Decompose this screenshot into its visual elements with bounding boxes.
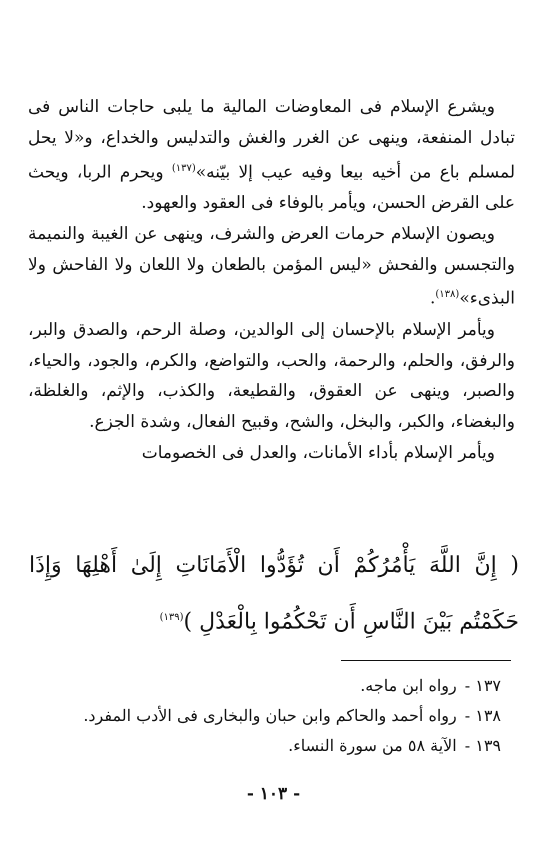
footnote-text: رواه أحمد والحاكم وابن حبان والبخارى فى الأدب المفرد. xyxy=(83,706,457,725)
footnote-number: ١٣٨ - xyxy=(464,706,501,725)
body-text xyxy=(28,92,515,469)
footnote-text: رواه ابن ماجه. xyxy=(360,676,457,695)
page-number: - ١٠٣ - xyxy=(246,784,301,804)
footnote-divider xyxy=(341,660,511,661)
verse-open-bracket: ( xyxy=(510,553,519,578)
paragraph-transactions xyxy=(28,92,515,219)
footnote-ref-138: (١٣٨) xyxy=(435,289,460,301)
verse-line xyxy=(29,540,519,648)
footnote-number: ١٣٧ - xyxy=(464,676,501,695)
paragraph-text: ويشرع الإسلام فى المعاوضات المالية ما يلبى حاجات الناس فى تبادل المنفعة، وينهى عن الغرر والغش والتدليس والخداع، و«لا يحل لمسلم باع من أخيه بيعا وفيه عيب إلا بيّنه» xyxy=(28,97,516,183)
paragraph-text: ويأمر الإسلام بأداء الأمانات، والعدل فى الخصومات xyxy=(141,443,495,464)
footnote-ref-137: (١٣٧) xyxy=(171,162,196,174)
footnotes xyxy=(31,671,501,761)
paragraph-tail: ويحرم الربا، ويحث على القرض الحسن، ويأمر بالوفاء فى العقود والعهود. xyxy=(28,162,515,214)
footnote-text: الآية ٥٨ من سورة النساء. xyxy=(288,736,457,755)
footnote-number: ١٣٩ - xyxy=(464,736,501,755)
footnote-138 xyxy=(31,701,501,731)
footnote-139 xyxy=(31,731,501,761)
paragraph-virtues xyxy=(28,315,515,438)
footnote-ref-139: (١٣٩) xyxy=(159,612,184,623)
verse-close-bracket: ) xyxy=(183,609,193,635)
verse-text: إِنَّ اللَّهَ يَأْمُرُكُمْ أَن تُؤَدُّوا الْأَمَانَاتِ إِلَىٰ أَهْلِهَا وَإِذَا حَكَمْتُم بَيْنَ النَّاسِ أَن تَحْكُمُوا بِالْعَدْلِ xyxy=(29,553,519,635)
quran-verse xyxy=(29,540,519,648)
paragraph-honor xyxy=(28,219,515,315)
paragraph-text: ويصون الإسلام حرمات العرض والشرف، وينهى عن الغيبة والنميمة والتجسس والفحش «ليس المؤمن بالطعان ولا اللعان ولا الفاحش ولا البذىء» xyxy=(28,223,515,310)
footnote-137 xyxy=(31,671,501,701)
paragraph-text: ويأمر الإسلام بالإحسان إلى الوالدين، وصلة الرحم، والصدق والبر، والرفق، والحلم، والرحمة، والحب، والتواضع، والكرم، والجود، والحياء، والصبر، وينهى عن العقوق، والقطيعة، والكذب، والإثم، والغلظة، والبغضاء، والكبر، والبخل، والشح، وقبيح الفعال، وشدة الجزع. xyxy=(28,319,515,433)
paragraph-tail: . xyxy=(429,289,436,310)
paragraph-trusts xyxy=(28,438,515,469)
